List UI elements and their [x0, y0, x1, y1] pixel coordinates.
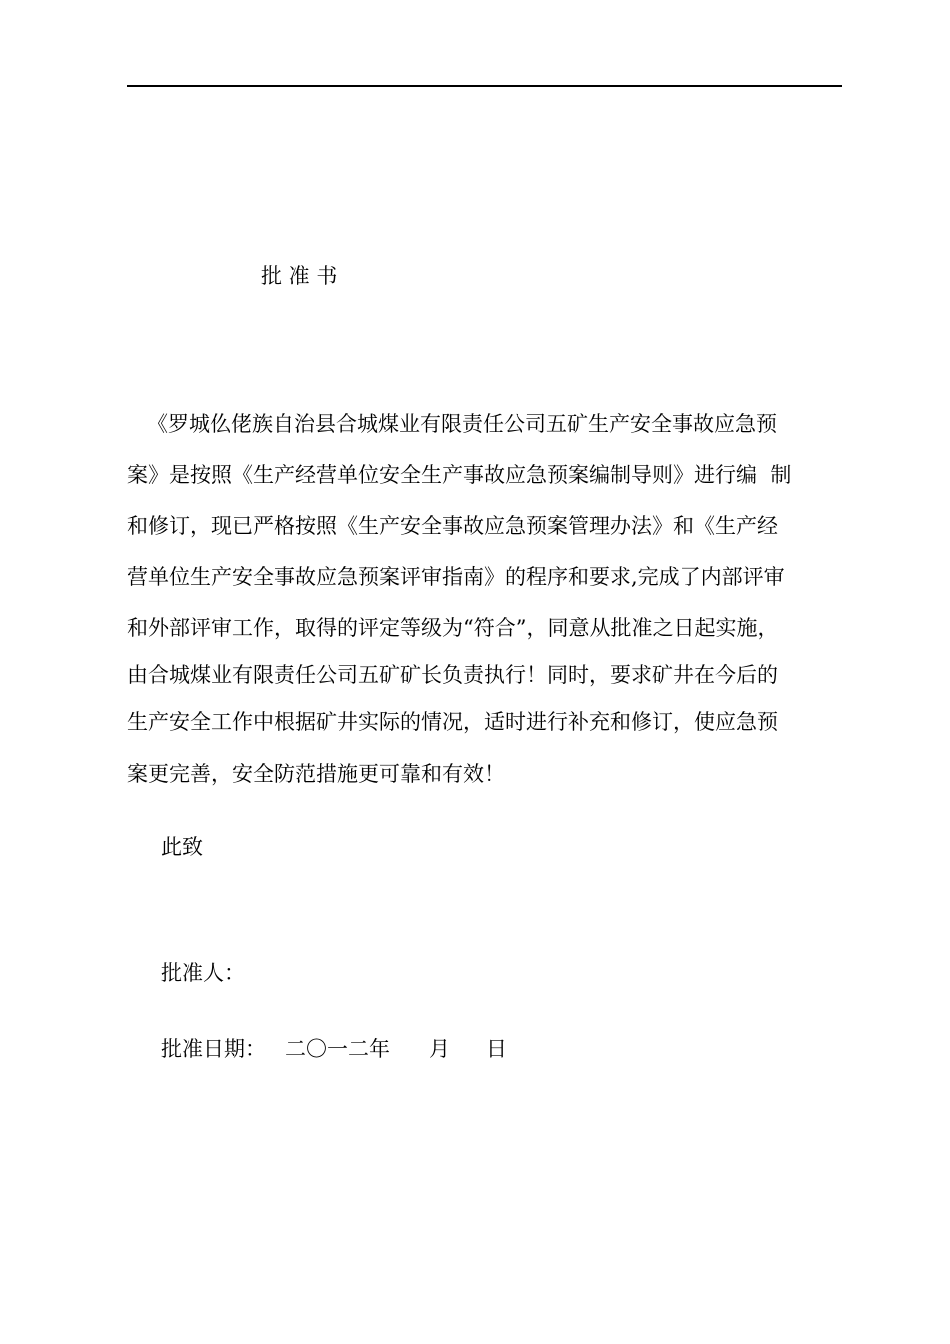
approval-date-month: 月: [429, 1037, 450, 1061]
body-line: 案》是按照《生产经营单位安全生产事故应急预案编制导则》进行编 制: [127, 463, 792, 487]
header-rule: [127, 85, 842, 87]
body-line: 营单位生产安全事故应急预案评审指南》的程序和要求,完成了内部评审: [127, 565, 785, 589]
approval-date-day: 日: [486, 1037, 507, 1061]
body-line: 和外部评审工作，取得的评定等级为“符合”，同意从批准之日起实施，: [127, 616, 779, 640]
approval-date-year: 二〇一二年: [285, 1037, 390, 1061]
salutation: 此致: [161, 835, 203, 859]
body-line: 由合城煤业有限责任公司五矿矿长负责执行！同时，要求矿井在今后的: [127, 663, 778, 687]
body-line: 《罗城仫佬族自治县合城煤业有限责任公司五矿生产安全事故应急预: [127, 412, 778, 436]
body-line: 案更完善，安全防范措施更可靠和有效！: [127, 762, 505, 786]
body-line: 和修订，现已严格按照《生产安全事故应急预案管理办法》和《生产经: [127, 514, 778, 538]
approval-date-label: 批准日期：: [161, 1037, 266, 1061]
document-title: 批 准 书: [261, 264, 338, 288]
body-line: 生产安全工作中根据矿井实际的情况，适时进行补充和修订，使应急预: [127, 710, 778, 734]
approver-label: 批准人：: [161, 961, 245, 985]
